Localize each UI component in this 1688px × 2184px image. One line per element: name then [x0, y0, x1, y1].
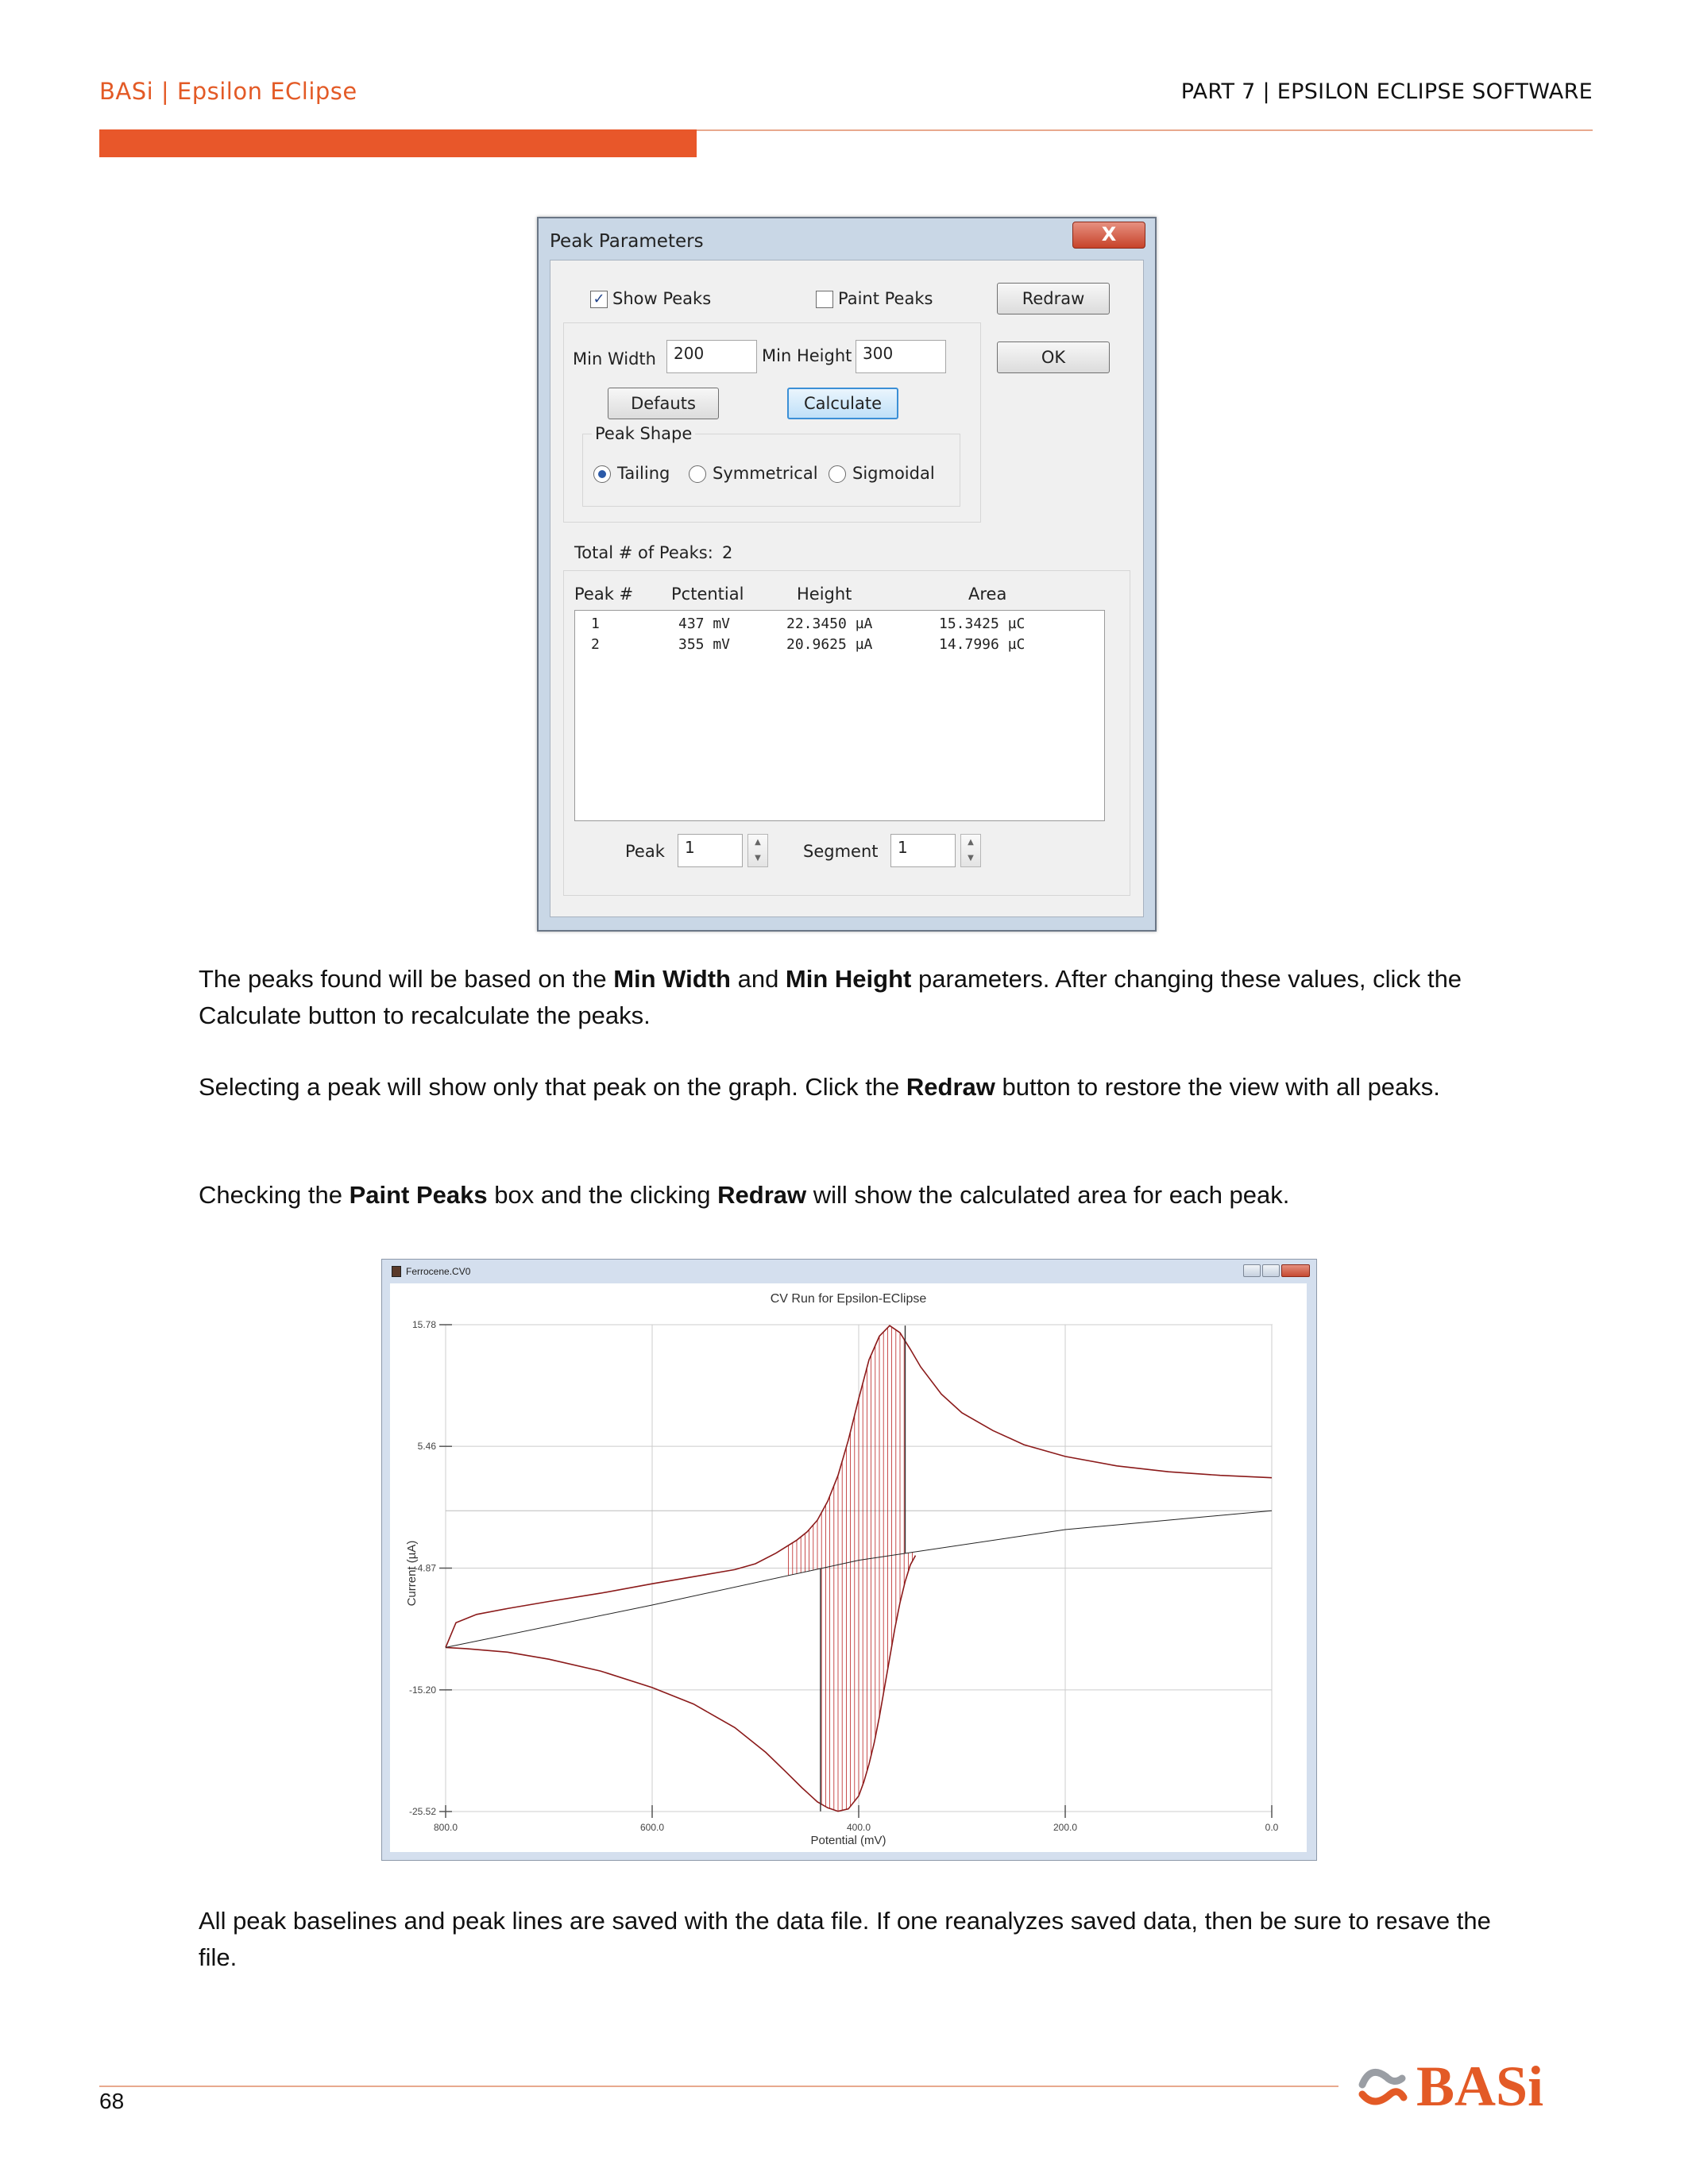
text-run: button to restore the view with all peaks.	[995, 1073, 1440, 1101]
bold-term: Min Height	[785, 965, 912, 993]
bold-term: Redraw	[906, 1073, 995, 1101]
redraw-button[interactable]: Redraw	[997, 283, 1110, 314]
column-area: Area	[968, 585, 1007, 604]
chevron-down-icon: ▼	[968, 854, 974, 862]
text-run: and	[730, 965, 786, 993]
chart-ticks	[409, 1319, 1279, 1833]
y-tick-label: -25.52	[408, 1806, 436, 1817]
symmetrical-label: Symmetrical	[713, 464, 818, 483]
row-area: 15.3425 µC	[939, 615, 1026, 632]
paint-peaks-checkbox[interactable]	[816, 291, 833, 308]
close-button[interactable]	[1072, 222, 1145, 249]
x-tick-label: 200.0	[1053, 1822, 1078, 1833]
x-tick-label: 600.0	[639, 1822, 665, 1833]
paragraph-min-width	[199, 961, 1501, 1034]
graph-window-title: Ferrocene.CV0	[406, 1266, 471, 1277]
sigmoidal-label: Sigmoidal	[852, 464, 935, 483]
min-width-input[interactable]: 200	[666, 340, 757, 373]
segment-input[interactable]: 1	[890, 834, 956, 867]
peak-list[interactable]	[574, 610, 1105, 821]
total-peaks-label: Total # of Peaks:	[574, 543, 713, 562]
defaults-button[interactable]: Defauts	[608, 388, 719, 419]
x-tick-label: 400.0	[846, 1822, 871, 1833]
y-tick-label: 15.78	[411, 1319, 436, 1330]
row-height: 22.3450 µA	[786, 615, 873, 632]
paint-peaks-label: Paint Peaks	[838, 289, 933, 308]
close-button[interactable]	[1281, 1264, 1310, 1277]
x-axis-label: Potential (mV)	[810, 1834, 886, 1847]
series-line-0	[446, 1556, 916, 1812]
cv-chart	[390, 1283, 1307, 1852]
row-area: 14.7996 µC	[939, 636, 1026, 653]
text-run: box and the clicking	[487, 1181, 718, 1209]
header-rule	[697, 129, 1593, 131]
paragraph-select-peak	[199, 1069, 1501, 1106]
chevron-up-icon: ▲	[968, 838, 974, 847]
y-tick-label: 5.46	[417, 1441, 436, 1453]
y-tick-label: -4.87	[414, 1562, 436, 1574]
chart-title: CV Run for Epsilon-EClipse	[770, 1292, 927, 1306]
maximize-button[interactable]	[1262, 1264, 1280, 1277]
header-accent-bar	[99, 129, 697, 157]
peak-select-label: Peak	[625, 842, 665, 861]
row-potential: 437 mV	[678, 615, 731, 632]
column-potential: Pctential	[671, 585, 744, 604]
row-peak: 1	[591, 615, 600, 632]
basi-logo-mark	[1362, 2072, 1404, 2101]
y-axis-label: Current (µA)	[405, 1540, 419, 1607]
header-right-title: PART 7 | EPSILON ECLIPSE SOFTWARE	[1180, 79, 1593, 104]
calculate-button[interactable]: Calculate	[787, 388, 898, 419]
plot-area	[390, 1283, 1307, 1852]
x-tick-label: 800.0	[433, 1822, 458, 1833]
basi-logo-text: BASi	[1416, 2055, 1544, 2116]
bold-term: Min Width	[613, 965, 731, 993]
min-width-label: Min Width	[573, 349, 656, 369]
tailing-label: Tailing	[617, 464, 670, 483]
header-left-title: BASi | Epsilon EClipse	[99, 78, 357, 105]
y-tick-label: -15.20	[408, 1684, 436, 1696]
app-icon	[392, 1266, 401, 1277]
ok-button[interactable]: OK	[997, 341, 1110, 373]
text-run: Selecting a peak will show only that peak on the graph. Click the	[199, 1073, 906, 1101]
x-tick-label: 0.0	[1265, 1822, 1279, 1833]
peak-select-input[interactable]: 1	[678, 834, 743, 867]
chevron-down-icon: ▼	[755, 854, 761, 862]
text-run: parameters. After changing these values, click the Calculate button to recalculate the peaks.	[199, 965, 1462, 1029]
minimize-button[interactable]	[1243, 1264, 1261, 1277]
peak-shape-label: Peak Shape	[592, 424, 695, 443]
symmetrical-radio[interactable]	[689, 465, 706, 483]
peak-stepper[interactable]	[747, 834, 768, 867]
sigmoidal-radio[interactable]	[829, 465, 846, 483]
row-potential: 355 mV	[678, 636, 731, 653]
show-peaks-label: Show Peaks	[612, 289, 712, 308]
dialog-title: Peak Parameters	[550, 231, 704, 252]
bold-term: Redraw	[717, 1181, 807, 1209]
footer-rule	[99, 2086, 1338, 2087]
bold-term: Paint Peaks	[349, 1181, 488, 1209]
show-peaks-checkbox[interactable]	[590, 291, 608, 308]
table-row[interactable]	[575, 636, 1104, 657]
window-controls	[1242, 1264, 1310, 1281]
check-icon: ✓	[593, 291, 605, 307]
column-peak-number: Peak #	[574, 585, 634, 604]
basi-logo	[1354, 2053, 1593, 2116]
segment-stepper[interactable]	[960, 834, 981, 867]
row-peak: 2	[591, 636, 600, 653]
paragraph-paint-peaks	[199, 1177, 1501, 1214]
column-height: Height	[797, 585, 852, 604]
min-height-input[interactable]: 300	[856, 340, 946, 373]
row-height: 20.9625 µA	[786, 636, 873, 653]
peak-parameters-dialog	[537, 217, 1157, 932]
graph-window	[381, 1259, 1317, 1861]
dialog-body	[550, 260, 1144, 917]
close-icon: X	[1101, 223, 1117, 245]
tailing-radio[interactable]	[593, 465, 611, 483]
text-run: The peaks found will be based on the	[199, 965, 614, 993]
chevron-up-icon: ▲	[755, 838, 761, 847]
text-run: will show the calculated area for each peak.	[806, 1181, 1290, 1209]
table-row[interactable]	[575, 615, 1104, 636]
min-height-label: Min Height	[762, 346, 852, 365]
page-number: 68	[99, 2089, 125, 2113]
segment-label: Segment	[803, 842, 879, 861]
total-peaks-value: 2	[722, 543, 733, 562]
peak-area-hatching	[789, 1327, 913, 1812]
paragraph-baselines: All peak baselines and peak lines are saved with the data file. If one reanalyzes saved data, then be sure to resave the file.	[199, 1907, 1491, 1971]
text-run: Checking the	[199, 1181, 350, 1209]
